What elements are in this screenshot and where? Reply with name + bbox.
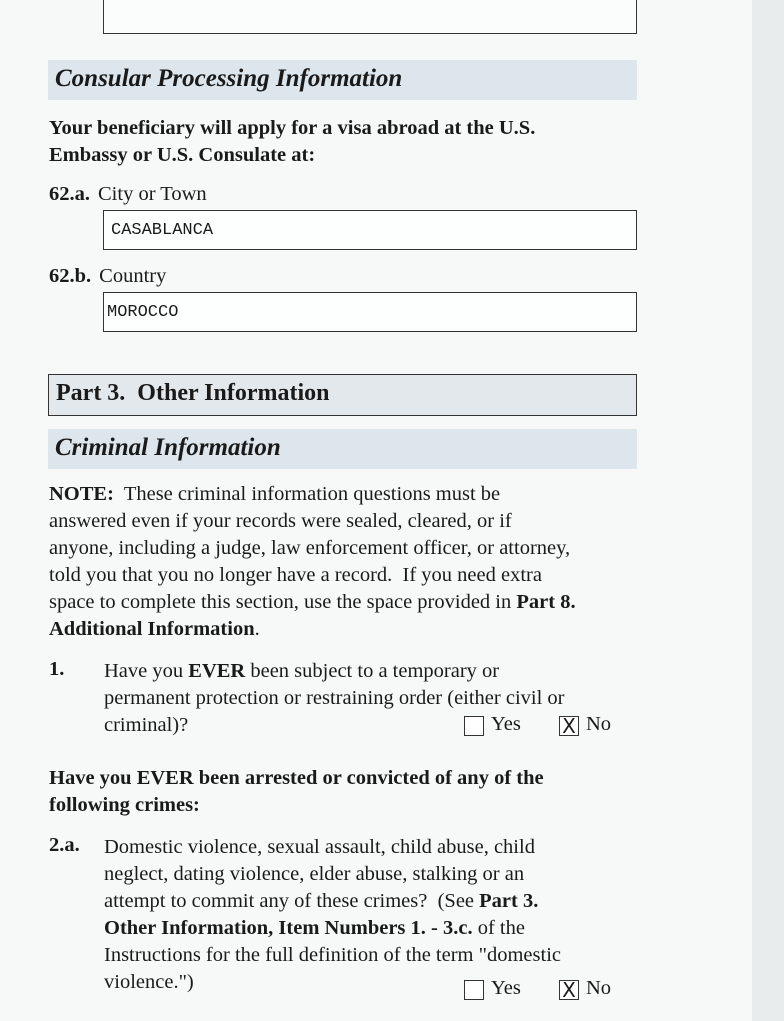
q1-no-label: No: [586, 713, 612, 735]
q2a-line3-pre: attempt to commit any of these crimes? (See: [104, 890, 480, 912]
q1-line1-pre: Have you: [104, 660, 189, 682]
city-item-number: 62.a.: [49, 183, 90, 205]
q1-no-checkbox[interactable]: [559, 716, 579, 736]
country-label: Country: [99, 265, 167, 287]
q2a-line2: neglect, dating violence, elder abuse, stalking or an: [104, 863, 525, 885]
consular-heading: Consular Processing Information: [55, 65, 403, 92]
q2a-no-checkbox[interactable]: [559, 980, 579, 1000]
note-line1: These criminal information questions must be: [113, 483, 501, 505]
city-value: CASABLANCA: [111, 221, 214, 240]
q2a-no-label: No: [586, 977, 612, 999]
q2a-text: [104, 834, 634, 996]
q1-line2: permanent protection or restraining order (either civil or: [104, 687, 565, 709]
note-additional-info-ref: Additional Information: [49, 618, 255, 640]
arrest-heading-line2: following crimes:: [49, 794, 200, 816]
q2a-line5: Instructions for the full definition of the term "domestic: [104, 944, 561, 966]
note-line2: answered even if your records were sealed, cleared, or if: [49, 510, 512, 532]
city-label: City or Town: [98, 183, 207, 205]
q1-number: 1.: [49, 658, 65, 680]
city-label-row: [49, 183, 207, 206]
note-line5: space to complete this section, use the space provided in: [49, 591, 517, 613]
consular-intro-line1: Your beneficiary will apply for a visa abroad at the U.S.: [49, 117, 536, 139]
q2a-part3-ref: Part 3.: [479, 890, 539, 912]
q2a-no-checkmark: X: [562, 978, 576, 1002]
q2a-item-numbers-ref: Other Information, Item Numbers 1. - 3.c.: [104, 917, 473, 939]
previous-field-box[interactable]: [103, 0, 637, 34]
q2a-line4-post: of the: [472, 917, 525, 939]
q1-yes-checkbox[interactable]: [464, 716, 484, 736]
note-label: NOTE:: [49, 483, 114, 505]
q1-no-checkmark: X: [562, 714, 576, 738]
q1-text: [104, 658, 634, 739]
note-part8-ref: Part 8.: [516, 591, 576, 613]
q2a-line1: Domestic violence, sexual assault, child abuse, child: [104, 836, 535, 858]
note-period: .: [254, 618, 260, 640]
note-line4: told you that you no longer have a record. If you need extra: [49, 564, 542, 586]
country-value: MOROCCO: [107, 303, 179, 322]
q1-yes-label: Yes: [491, 713, 521, 735]
q2a-yes-label: Yes: [491, 977, 521, 999]
consular-intro-line2: Embassy or U.S. Consulate at:: [49, 144, 316, 166]
consular-section-header: [48, 60, 637, 100]
country-field[interactable]: [103, 292, 637, 332]
q2a-number: 2.a.: [49, 834, 80, 856]
note-line3: anyone, including a judge, law enforcement officer, or attorney,: [49, 537, 571, 559]
q1-line3: criminal)?: [104, 714, 189, 736]
part3-header: [48, 374, 637, 416]
q2a-line6: violence."): [104, 971, 194, 993]
city-field[interactable]: [103, 210, 637, 250]
page-edge-margin: [752, 0, 784, 1021]
note-paragraph: [49, 481, 649, 643]
criminal-heading: Criminal Information: [55, 434, 281, 461]
q2a-yes-checkbox[interactable]: [464, 980, 484, 1000]
criminal-section-header: [48, 429, 637, 469]
part3-title: Part 3. Other Information: [56, 380, 330, 406]
arrest-heading-line1: Have you EVER been arrested or convicted of any of the: [49, 767, 544, 789]
q1-line1-post: been subject to a temporary or: [245, 660, 500, 682]
country-label-row: [49, 265, 166, 288]
country-item-number: 62.b.: [49, 265, 92, 287]
q1-ever: EVER: [188, 660, 246, 682]
